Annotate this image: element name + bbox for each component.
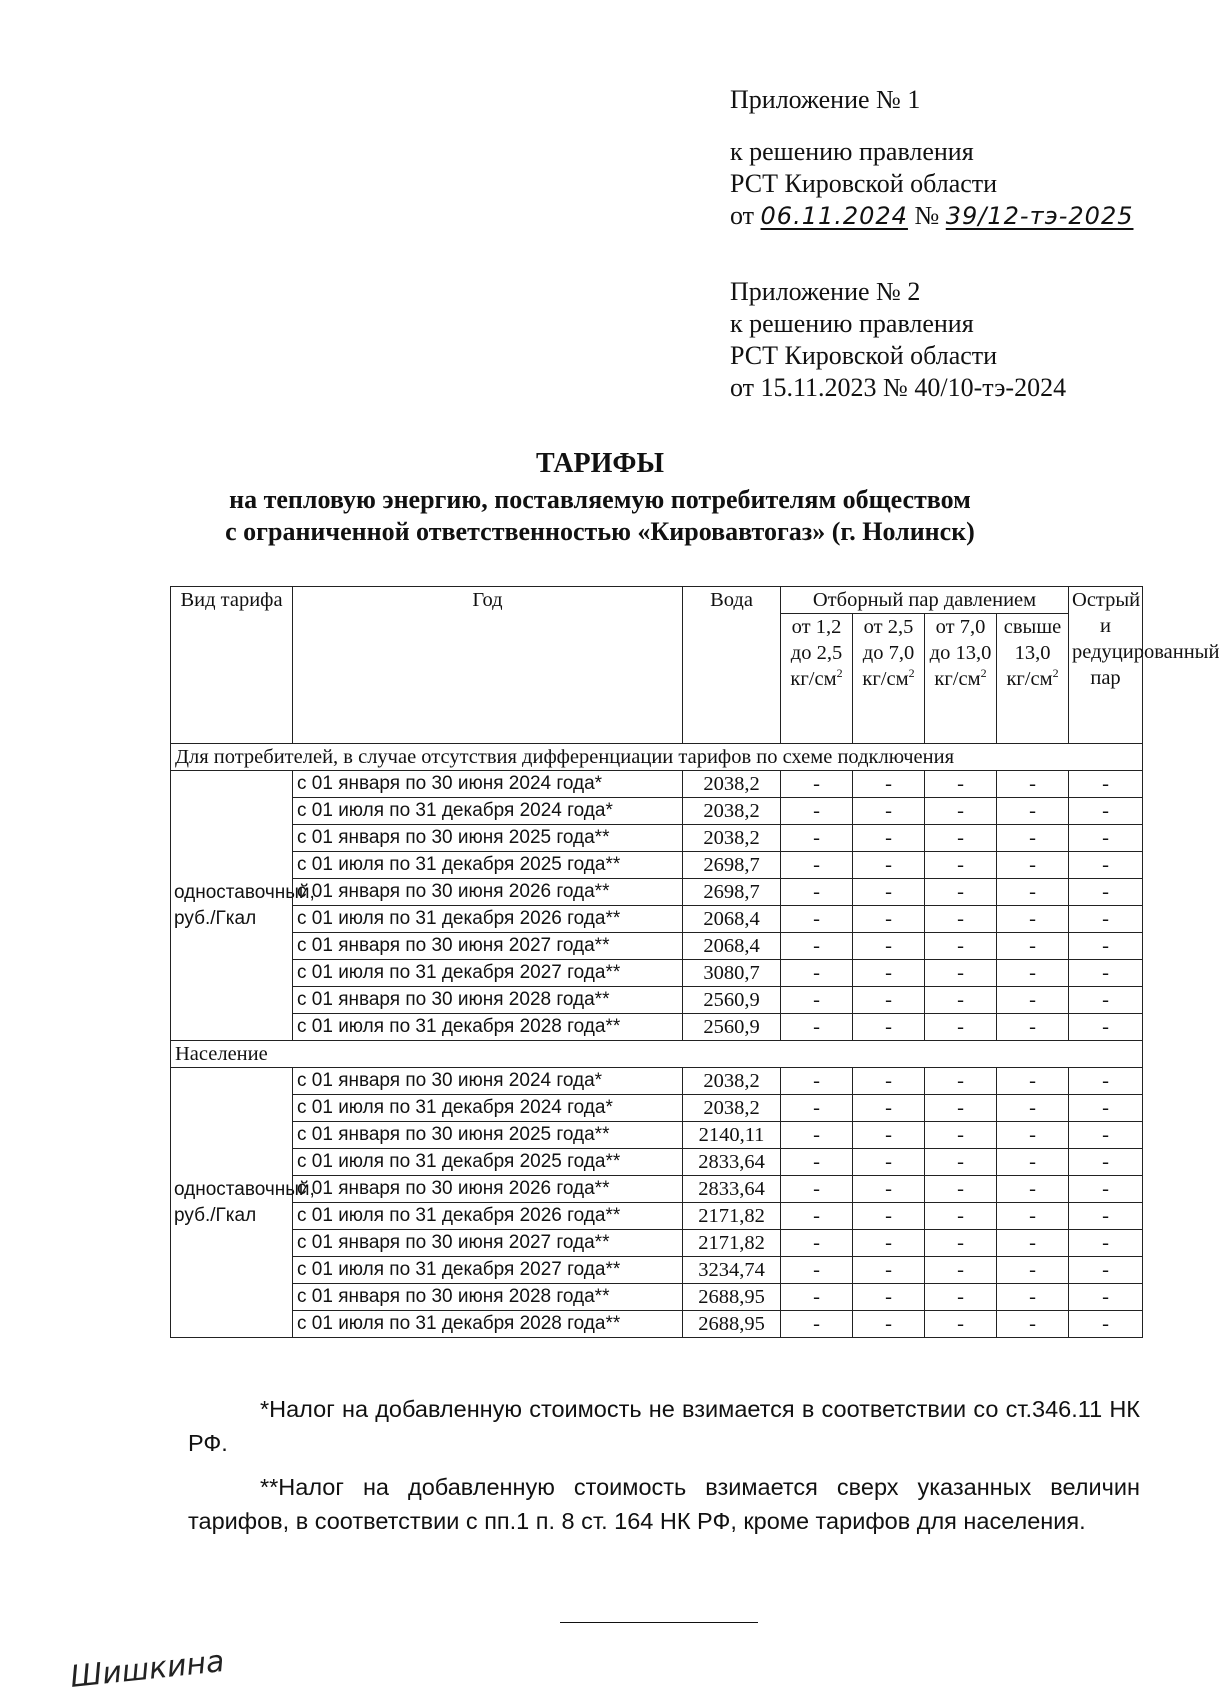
appendix-2-line-2: РСТ Кировской области [730,341,998,370]
dash-cell: - [1069,1176,1143,1203]
dash-cell: - [781,1068,853,1095]
dash-cell: - [853,1311,925,1338]
water-value-cell: 2038,2 [683,1068,781,1095]
table-row [171,1068,1143,1095]
dash-cell: - [997,771,1069,798]
superscript-2: 2 [836,666,843,681]
footnote-1: *Налог на добавленную стоимость не взимается в соответствии со ст.346.11 НК РФ. [188,1396,1140,1456]
dash-cell: - [925,1257,997,1284]
table-row [171,933,1143,960]
dash-cell: - [853,1230,925,1257]
appendix-1-line-2: РСТ Кировской области [730,169,998,198]
water-value-cell: 2038,2 [683,825,781,852]
dash-cell: - [997,852,1069,879]
table-row [171,879,1143,906]
dash-cell: - [925,1095,997,1122]
dash-cell: - [925,1203,997,1230]
header-col3 [925,614,997,744]
dash-cell: - [925,1230,997,1257]
dash-cell: - [1069,825,1143,852]
period-cell: с 01 июля по 31 декабря 2028 года** [293,1311,683,1338]
dash-cell: - [781,1095,853,1122]
dash-cell: - [853,1176,925,1203]
water-value-cell: 2068,4 [683,933,781,960]
dash-cell: - [997,933,1069,960]
header-col1 [781,614,853,744]
dash-cell: - [781,1149,853,1176]
water-value-cell: 2560,9 [683,1014,781,1041]
dash-cell: - [925,906,997,933]
dash-cell: - [853,852,925,879]
water-value-cell: 2698,7 [683,852,781,879]
dash-cell: - [997,1149,1069,1176]
appendix-1-block [730,84,1133,232]
header-steam: Отборный пар давлением [781,587,1069,614]
dash-cell: - [925,933,997,960]
dash-cell: - [781,825,853,852]
period-cell: с 01 января по 30 июня 2025 года** [293,1122,683,1149]
water-value-cell: 2038,2 [683,798,781,825]
dash-cell: - [925,1284,997,1311]
dash-cell: - [853,879,925,906]
dash-cell: - [781,879,853,906]
table-row [171,1257,1143,1284]
period-cell: с 01 января по 30 июня 2024 года* [293,1068,683,1095]
period-cell: с 01 июля по 31 декабря 2024 года* [293,798,683,825]
dash-cell: - [997,1203,1069,1230]
signature: Шишкина [68,1644,227,1695]
dash-cell: - [781,1311,853,1338]
water-value-cell: 2688,95 [683,1311,781,1338]
superscript-2: 2 [1052,666,1059,681]
period-cell: с 01 июля по 31 декабря 2028 года** [293,1014,683,1041]
dash-cell: - [781,1284,853,1311]
dash-cell: - [997,879,1069,906]
period-cell: с 01 июля по 31 декабря 2026 года** [293,906,683,933]
dash-cell: - [925,1014,997,1041]
dash-cell: - [925,879,997,906]
dash-cell: - [781,1203,853,1230]
table-row [171,1122,1143,1149]
dash-cell: - [997,960,1069,987]
header-col4 [997,614,1069,744]
appendix-1-line-1: к решению правления [730,137,974,166]
dash-cell: - [1069,1014,1143,1041]
end-rule [560,1622,758,1623]
document-title: ТАРИФЫ [536,448,664,479]
dash-cell: - [997,1311,1069,1338]
document-subtitle-2: с ограниченной ответственностью «Кировавтогаз» (г. Нолинск) [225,517,975,546]
dash-cell: - [997,1230,1069,1257]
dash-cell: - [853,987,925,1014]
period-cell: с 01 января по 30 июня 2028 года** [293,1284,683,1311]
tariffs-table [170,586,1219,1338]
dash-cell: - [997,825,1069,852]
appendix-2-block [730,276,1066,404]
appendix-1-title: Приложение № 1 [730,85,921,114]
period-cell: с 01 июля по 31 декабря 2027 года** [293,960,683,987]
period-cell: с 01 января по 30 июня 2028 года** [293,987,683,1014]
number-label: № [914,201,940,230]
appendix-2-title: Приложение № 2 [730,277,921,306]
section-title: Для потребителей, в случае отсутствия дифференциации тарифов по схеме подключения [171,744,1143,771]
section-header-row [171,1041,1143,1068]
period-cell: с 01 июля по 31 декабря 2025 года** [293,1149,683,1176]
dash-cell: - [925,1176,997,1203]
dash-cell: - [853,1122,925,1149]
dash-cell: - [853,1284,925,1311]
period-cell: с 01 января по 30 июня 2027 года** [293,1230,683,1257]
period-cell: с 01 января по 30 июня 2027 года** [293,933,683,960]
header-col1-text: от 1,2 до 2,5 кг/см [790,616,843,690]
dash-cell: - [781,960,853,987]
dash-cell: - [853,798,925,825]
dash-cell: - [781,852,853,879]
water-value-cell: 2560,9 [683,987,781,1014]
period-cell: с 01 июля по 31 декабря 2027 года** [293,1257,683,1284]
table-body [171,744,1143,1338]
water-value-cell: 2038,2 [683,1095,781,1122]
dash-cell: - [781,1014,853,1041]
dash-cell: - [997,906,1069,933]
dash-cell: - [1069,1203,1143,1230]
dash-cell: - [853,1068,925,1095]
dash-cell: - [925,798,997,825]
water-value-cell: 3234,74 [683,1257,781,1284]
dash-cell: - [781,1122,853,1149]
water-value-cell: 2171,82 [683,1230,781,1257]
water-value-cell: 2833,64 [683,1176,781,1203]
table-row [171,1014,1143,1041]
water-value-cell: 2688,95 [683,1284,781,1311]
dash-cell: - [1069,798,1143,825]
handwritten-date: 06.11.2024 [760,202,908,230]
dash-cell: - [853,1149,925,1176]
dash-cell: - [925,1311,997,1338]
dash-cell: - [925,825,997,852]
water-value-cell: 2171,82 [683,1203,781,1230]
footnotes [188,1392,1140,1548]
water-value-cell: 2038,2 [683,771,781,798]
dash-cell: - [853,1257,925,1284]
dash-cell: - [781,1257,853,1284]
dash-cell: - [853,960,925,987]
dash-cell: - [997,1257,1069,1284]
table-row [171,987,1143,1014]
dash-cell: - [853,771,925,798]
dash-cell: - [781,798,853,825]
dash-cell: - [997,987,1069,1014]
dash-cell: - [1069,1095,1143,1122]
handwritten-number: 39/12-тэ-2025 [945,202,1134,230]
water-value-cell: 2068,4 [683,906,781,933]
header-tariff-type: Вид тарифа [171,587,293,744]
water-value-cell: 2833,64 [683,1149,781,1176]
table-row [171,1230,1143,1257]
dash-cell: - [1069,1284,1143,1311]
table-row [171,825,1143,852]
dash-cell: - [1069,852,1143,879]
period-cell: с 01 января по 30 июня 2026 года** [293,1176,683,1203]
dash-cell: - [1069,1149,1143,1176]
table-row [171,798,1143,825]
dash-cell: - [853,906,925,933]
dash-cell: - [853,1095,925,1122]
from-label: от [730,201,755,230]
table-row [171,1176,1143,1203]
dash-cell: - [997,1068,1069,1095]
period-cell: с 01 января по 30 июня 2024 года* [293,771,683,798]
table-row [171,1284,1143,1311]
dash-cell: - [781,1176,853,1203]
appendix-1-line-3 [730,200,1133,232]
section-header-row [171,744,1143,771]
table-row [171,1095,1143,1122]
dash-cell: - [781,906,853,933]
table-row [171,1203,1143,1230]
dash-cell: - [997,1122,1069,1149]
dash-cell: - [1069,933,1143,960]
dash-cell: - [853,1203,925,1230]
table-row [171,771,1143,798]
table-header [171,587,1219,744]
header-water: Вода [683,587,781,744]
table-row [171,1311,1143,1338]
table-row [171,852,1143,879]
dash-cell: - [781,1230,853,1257]
dash-cell: - [1069,1122,1143,1149]
section-title: Население [171,1041,1143,1068]
water-value-cell: 2140,11 [683,1122,781,1149]
dash-cell: - [781,933,853,960]
dash-cell: - [925,1122,997,1149]
footnote-2: **Налог на добавленную стоимость взимается сверх указанных величин тарифов, в соответствии с пп.1 п. 8 ст. 164 НК РФ, кроме тарифов для населения. [188,1474,1140,1534]
header-col3-text: от 7,0 до 13,0 кг/см [929,616,992,690]
tariff-type-cell: одноставочный, руб./Гкал [171,1068,293,1338]
header-year: Год [293,587,683,744]
header-col4-text: свыше 13,0 кг/см [1003,616,1062,690]
water-value-cell: 3080,7 [683,960,781,987]
period-cell: с 01 января по 30 июня 2025 года** [293,825,683,852]
dash-cell: - [1069,771,1143,798]
dash-cell: - [781,771,853,798]
table-row [171,1149,1143,1176]
dash-cell: - [925,771,997,798]
superscript-2: 2 [908,666,915,681]
header-col5: Острый и редуцированный пар [1069,587,1143,744]
dash-cell: - [1069,960,1143,987]
dash-cell: - [853,1014,925,1041]
water-value-cell: 2698,7 [683,879,781,906]
appendix-2-line-1: к решению правления [730,309,974,338]
appendix-2-line-3: от 15.11.2023 № 40/10-тэ-2024 [730,373,1067,402]
dash-cell: - [853,933,925,960]
period-cell: с 01 июля по 31 декабря 2026 года** [293,1203,683,1230]
dash-cell: - [1069,987,1143,1014]
header-col2-text: от 2,5 до 7,0 кг/см [862,616,915,690]
dash-cell: - [1069,879,1143,906]
document-subtitle-1: на тепловую энергию, поставляемую потребителям обществом [229,485,971,514]
dash-cell: - [1069,1257,1143,1284]
superscript-2: 2 [980,666,987,681]
dash-cell: - [997,1014,1069,1041]
dash-cell: - [781,987,853,1014]
dash-cell: - [997,1284,1069,1311]
document-title-block [0,448,1200,548]
dash-cell: - [997,798,1069,825]
dash-cell: - [1069,906,1143,933]
tariff-type-cell: одноставочный, руб./Гкал [171,771,293,1041]
table-row [171,960,1143,987]
table-row [171,906,1143,933]
period-cell: с 01 июля по 31 декабря 2025 года** [293,852,683,879]
dash-cell: - [1069,1068,1143,1095]
period-cell: с 01 июля по 31 декабря 2024 года* [293,1095,683,1122]
dash-cell: - [925,852,997,879]
dash-cell: - [853,825,925,852]
period-cell: с 01 января по 30 июня 2026 года** [293,879,683,906]
header-col2 [853,614,925,744]
dash-cell: - [925,960,997,987]
dash-cell: - [1069,1311,1143,1338]
dash-cell: - [925,987,997,1014]
dash-cell: - [1069,1230,1143,1257]
dash-cell: - [925,1068,997,1095]
dash-cell: - [997,1176,1069,1203]
dash-cell: - [997,1095,1069,1122]
dash-cell: - [925,1149,997,1176]
